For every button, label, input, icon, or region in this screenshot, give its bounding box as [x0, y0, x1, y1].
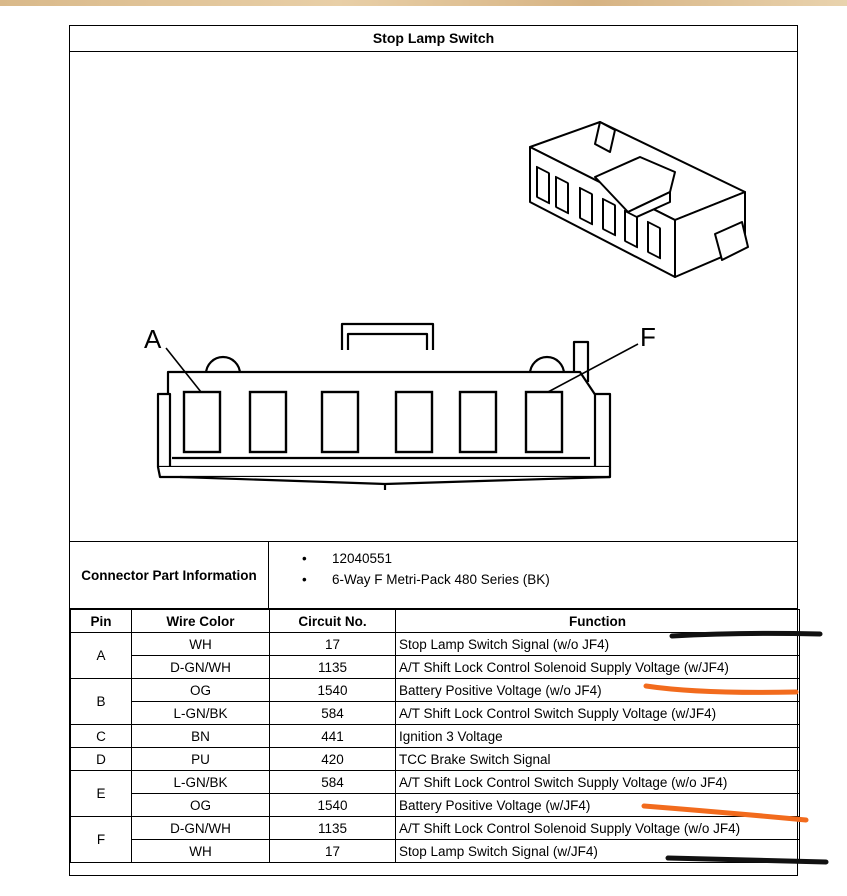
circuit-cell: 1135 — [270, 817, 396, 840]
connector-part-info — [70, 541, 797, 609]
cavity-f — [526, 392, 562, 452]
circuit-cell: 441 — [270, 725, 396, 748]
header-pin: Pin — [71, 610, 132, 633]
header-wire-color: Wire Color — [132, 610, 270, 633]
function-cell: A/T Shift Lock Control Solenoid Supply Voltage (w/JF4) — [396, 656, 800, 679]
table-row — [71, 656, 800, 679]
connector-sheet — [69, 25, 798, 876]
top-border-strip — [0, 0, 847, 6]
circuit-cell: 584 — [270, 702, 396, 725]
connector-info-label: Connector Part Information — [70, 542, 269, 608]
wire-color-cell: L-GN/BK — [132, 702, 270, 725]
wire-color-cell: D-GN/WH — [132, 817, 270, 840]
table-header-row — [71, 610, 800, 633]
pin-cell: B — [71, 679, 132, 725]
function-cell: TCC Brake Switch Signal — [396, 748, 800, 771]
wire-color-cell: D-GN/WH — [132, 656, 270, 679]
pin-cell: D — [71, 748, 132, 771]
pin-cell: F — [71, 817, 132, 863]
cavity-c — [322, 392, 358, 452]
pin-cell: C — [71, 725, 132, 748]
connector-info-list — [302, 548, 550, 590]
function-cell: Stop Lamp Switch Signal (w/JF4) — [396, 840, 800, 863]
wire-color-cell: OG — [132, 679, 270, 702]
circuit-cell: 584 — [270, 771, 396, 794]
connector-iso-view — [530, 122, 748, 277]
table-row — [71, 840, 800, 863]
connector-illustration — [70, 52, 799, 541]
circuit-cell: 1135 — [270, 656, 396, 679]
function-cell: A/T Shift Lock Control Switch Supply Voltage (w/o JF4) — [396, 771, 800, 794]
circuit-cell: 420 — [270, 748, 396, 771]
pin-table — [70, 609, 800, 863]
circuit-cell: 1540 — [270, 679, 396, 702]
connector-type: • 6-Way F Metri-Pack 480 Series (BK) — [302, 569, 550, 590]
cavity-b — [250, 392, 286, 452]
table-row — [71, 725, 800, 748]
table-row — [71, 748, 800, 771]
wire-color-cell: WH — [132, 633, 270, 656]
circuit-cell: 17 — [270, 840, 396, 863]
pin-cell: E — [71, 771, 132, 817]
function-cell: Battery Positive Voltage (w/o JF4) — [396, 679, 800, 702]
header-circuit-no: Circuit No. — [270, 610, 396, 633]
wire-color-cell: BN — [132, 725, 270, 748]
part-number: • 12040551 — [302, 548, 550, 569]
pin-cell: A — [71, 633, 132, 679]
table-row — [71, 771, 800, 794]
table-row — [71, 794, 800, 817]
cavity-a — [184, 392, 220, 452]
function-cell: A/T Shift Lock Control Solenoid Supply Voltage (w/o JF4) — [396, 817, 800, 840]
table-row — [71, 702, 800, 725]
header-function: Function — [396, 610, 800, 633]
wire-color-cell: OG — [132, 794, 270, 817]
circuit-cell: 17 — [270, 633, 396, 656]
cavity-e — [460, 392, 496, 452]
wire-color-cell: L-GN/BK — [132, 771, 270, 794]
table-row — [71, 633, 800, 656]
wire-color-cell: PU — [132, 748, 270, 771]
connector-drawing — [70, 52, 797, 541]
function-cell: Stop Lamp Switch Signal (w/o JF4) — [396, 633, 800, 656]
table-row — [71, 679, 800, 702]
cavity-d — [396, 392, 432, 452]
wire-color-cell: WH — [132, 840, 270, 863]
pin-f-label: F — [640, 322, 656, 352]
pin-a-label: A — [144, 324, 162, 354]
circuit-cell: 1540 — [270, 794, 396, 817]
function-cell: A/T Shift Lock Control Switch Supply Voltage (w/JF4) — [396, 702, 800, 725]
table-row — [71, 817, 800, 840]
function-cell: Ignition 3 Voltage — [396, 725, 800, 748]
page-title: Stop Lamp Switch — [70, 26, 797, 52]
function-cell: Battery Positive Voltage (w/JF4) — [396, 794, 800, 817]
